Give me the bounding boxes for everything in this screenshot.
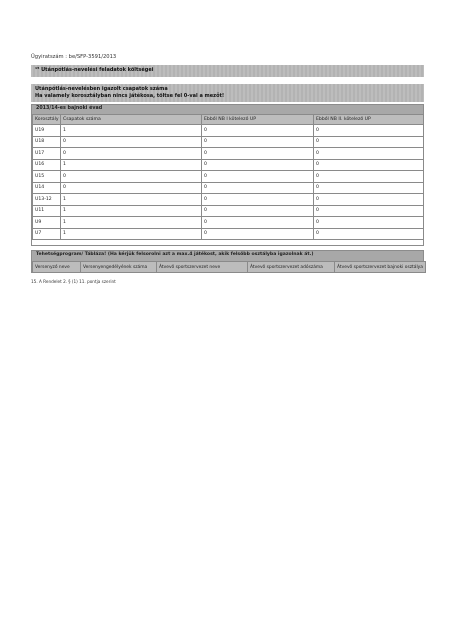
transfer-header-row (33, 262, 426, 273)
table-row (33, 171, 424, 183)
season-title: 2013/14-es bajnoki évad (32, 105, 423, 114)
age-group-cell: U9 (33, 217, 61, 229)
table-row (33, 194, 424, 206)
nb1-cell[interactable]: 0 (202, 228, 314, 240)
nb2-cell[interactable]: 0 (314, 228, 424, 240)
header-nb1-required: Ebből NB I kötelező UP (202, 115, 314, 125)
nb2-cell[interactable]: 0 (314, 194, 424, 206)
transfer-title: Tehetségprogram/ Tábláza! (Ha kérjük felsorolni azt a max.4 játékost, akik felsőbb osztályba igazolnak át.) (32, 251, 423, 261)
transfer-table (32, 261, 426, 273)
age-group-cell: U19 (33, 125, 61, 137)
teams-count-instruction: Ha valamely korosztályban nincs játékosa, töltse fel 0-val a mezőt! (35, 92, 225, 99)
age-group-cell: U17 (33, 148, 61, 160)
team-count-cell[interactable]: 0 (61, 136, 202, 148)
table-row (33, 159, 424, 171)
nb1-cell[interactable]: 0 (202, 125, 314, 137)
team-count-cell[interactable]: 1 (61, 205, 202, 217)
table-row (33, 182, 424, 194)
section-title-costs: ¹⁵ Utánpótlás-nevelési feladatok költségei (31, 65, 424, 77)
header-receiving-club-tax-id: Átvevő sportszervezet adószáma (248, 262, 335, 273)
age-group-cell: U13-12 (33, 194, 61, 206)
header-nb2-required: Ebből NB II. kötelező UP (314, 115, 424, 125)
nb2-cell[interactable]: 0 (314, 159, 424, 171)
nb2-cell[interactable]: 0 (314, 217, 424, 229)
header-receiving-club-name: Átvevő sportszervezet neve (157, 262, 248, 273)
age-group-cell: U16 (33, 159, 61, 171)
age-group-cell: U15 (33, 171, 61, 183)
table-row (33, 136, 424, 148)
teams-count-heading (31, 84, 424, 102)
nb2-cell[interactable]: 0 (314, 182, 424, 194)
nb2-cell[interactable]: 0 (314, 205, 424, 217)
nb2-cell[interactable]: 0 (314, 171, 424, 183)
header-player-name: Versenyző neve (33, 262, 81, 273)
transfer-section (31, 250, 424, 273)
age-group-cell: U11 (33, 205, 61, 217)
team-count-cell[interactable]: 1 (61, 125, 202, 137)
nb1-cell[interactable]: 0 (202, 148, 314, 160)
header-team-count: Csapatok száma (61, 115, 202, 125)
age-group-cell: U14 (33, 182, 61, 194)
nb1-cell[interactable]: 0 (202, 217, 314, 229)
team-count-cell[interactable]: 1 (61, 217, 202, 229)
nb2-cell[interactable]: 0 (314, 148, 424, 160)
header-license-number: Versenyengedélyének száma (81, 262, 157, 273)
nb1-cell[interactable]: 0 (202, 194, 314, 206)
table-row (33, 148, 424, 160)
season-teams-section (31, 104, 424, 246)
age-group-cell: U18 (33, 136, 61, 148)
age-group-cell: U7 (33, 228, 61, 240)
header-age-group: Korosztály (33, 115, 61, 125)
team-count-cell[interactable]: 1 (61, 194, 202, 206)
team-count-cell[interactable]: 0 (61, 171, 202, 183)
nb1-cell[interactable]: 0 (202, 159, 314, 171)
header-receiving-club-division: Átvevő sportszervezet bajnoki osztálya (335, 262, 426, 273)
nb1-cell[interactable]: 0 (202, 205, 314, 217)
nb1-cell[interactable]: 0 (202, 171, 314, 183)
case-number: Ügyiratszám : be/SFP-3591/2013 (31, 54, 117, 60)
teams-count-title: Utánpótlás-nevelésben igazolt csapatok száma (35, 86, 168, 92)
nb2-cell[interactable]: 0 (314, 136, 424, 148)
teams-table (32, 114, 424, 240)
nb1-cell[interactable]: 0 (202, 182, 314, 194)
teams-table-header-row (33, 115, 424, 125)
nb2-cell[interactable]: 0 (314, 125, 424, 137)
team-count-cell[interactable]: 0 (61, 148, 202, 160)
team-count-cell[interactable]: 0 (61, 182, 202, 194)
table-row (33, 125, 424, 137)
footnote: 15. A Rendelet 2. § (1) 11. pontja szerint (31, 279, 116, 284)
table-row (33, 228, 424, 240)
team-count-cell[interactable]: 1 (61, 159, 202, 171)
table-row (33, 217, 424, 229)
nb1-cell[interactable]: 0 (202, 136, 314, 148)
table-row (33, 205, 424, 217)
team-count-cell[interactable]: 1 (61, 228, 202, 240)
